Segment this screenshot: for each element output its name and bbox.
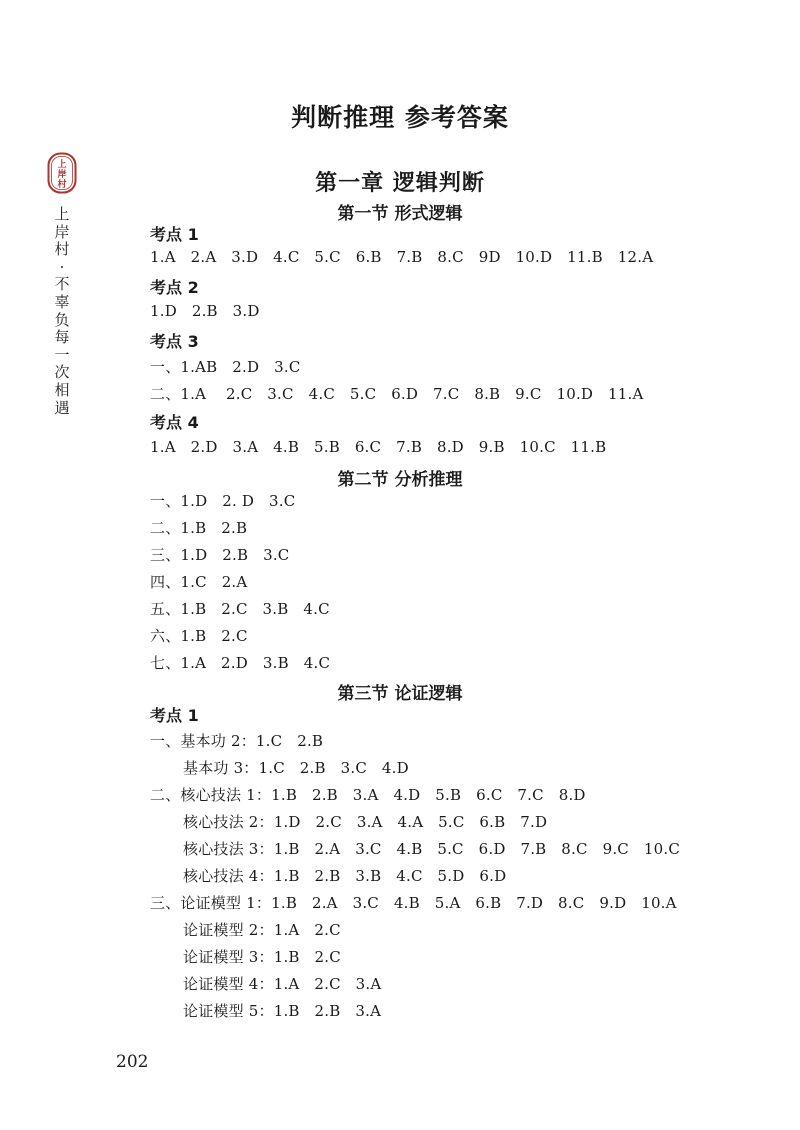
chapter-title: 第一章 逻辑判断 <box>315 170 485 196</box>
side-motto <box>44 206 80 417</box>
section-heading: 第一节 形式逻辑 <box>337 204 463 224</box>
svg-text:上: 上 <box>57 160 67 170</box>
motto-char: · <box>59 257 65 276</box>
answer-line: 论证模型 5：1.B 2.B 3.A <box>183 1002 382 1020</box>
answer-line: 一、1.D 2. D 3.C <box>150 492 296 510</box>
motto-char: 相 <box>54 380 70 399</box>
answer-line: 三、论证模型 1：1.B 2.A 3.C 4.B 5.A 6.B 7.D 8.C 9.D 10.A <box>150 894 677 912</box>
motto-char: 上 <box>54 205 70 223</box>
motto-char: 次 <box>54 363 70 382</box>
motto-char: 辜 <box>54 292 70 311</box>
answer-line: 一、1.AB 2.D 3.C <box>150 358 301 376</box>
answer-line: 论证模型 2：1.A 2.C <box>183 921 341 939</box>
answer-line: 1.A 2.A 3.D 4.C 5.C 6.B 7.B 8.C 9D 10.D 11.B 12.A <box>150 248 654 266</box>
answer-line: 二、1.B 2.B <box>150 519 248 537</box>
motto-char: 遇 <box>54 398 70 417</box>
motto-char: 岸 <box>54 222 70 241</box>
answer-line: 一、基本功 2：1.C 2.B <box>150 732 324 750</box>
svg-text:村: 村 <box>57 180 67 190</box>
page-number: 202 <box>116 1052 149 1072</box>
section-heading: 第三节 论证逻辑 <box>337 684 463 704</box>
answer-line: 四、1.C 2.A <box>150 573 248 591</box>
point-heading: 考点 1 <box>150 706 199 725</box>
motto-char: 一 <box>54 345 70 364</box>
page-title: 判断推理 参考答案 <box>291 103 509 132</box>
answer-line: 论证模型 3：1.B 2.C <box>183 948 341 966</box>
motto-char: 村 <box>54 240 70 259</box>
point-heading: 考点 2 <box>150 278 199 297</box>
answer-line: 核心技法 4：1.B 2.B 3.B 4.C 5.D 6.D <box>183 867 507 885</box>
answer-line: 七、1.A 2.D 3.B 4.C <box>150 654 331 672</box>
seal-logo-icon <box>47 152 77 194</box>
point-heading: 考点 1 <box>150 225 199 244</box>
answer-line: 五、1.B 2.C 3.B 4.C <box>150 600 330 618</box>
motto-char: 负 <box>54 310 70 329</box>
side-brand-mark <box>44 152 80 417</box>
svg-text:岸: 岸 <box>57 170 67 180</box>
answer-line: 二、核心技法 1：1.B 2.B 3.A 4.D 5.B 6.C 7.C 8.D <box>150 786 586 804</box>
answer-line: 1.D 2.B 3.D <box>150 302 260 320</box>
motto-char: 每 <box>54 328 70 347</box>
answer-line: 1.A 2.D 3.A 4.B 5.B 6.C 7.B 8.D 9.B 10.C 11.B <box>150 438 607 456</box>
point-heading: 考点 4 <box>150 413 199 432</box>
answer-line: 论证模型 4：1.A 2.C 3.A <box>183 975 382 993</box>
answer-line: 二、1.A 2.C 3.C 4.C 5.C 6.D 7.C 8.B 9.C 10.D 11.A <box>150 385 644 403</box>
answer-line: 六、1.B 2.C <box>150 627 248 645</box>
answer-line: 核心技法 2：1.D 2.C 3.A 4.A 5.C 6.B 7.D <box>183 813 548 831</box>
answer-line: 三、1.D 2.B 3.C <box>150 546 290 564</box>
section-heading: 第二节 分析推理 <box>337 470 463 490</box>
point-heading: 考点 3 <box>150 332 199 351</box>
answer-line: 基本功 3：1.C 2.B 3.C 4.D <box>183 759 409 777</box>
answer-line: 核心技法 3：1.B 2.A 3.C 4.B 5.C 6.D 7.B 8.C 9.C 10.C <box>183 840 681 858</box>
motto-char: 不 <box>54 275 70 294</box>
